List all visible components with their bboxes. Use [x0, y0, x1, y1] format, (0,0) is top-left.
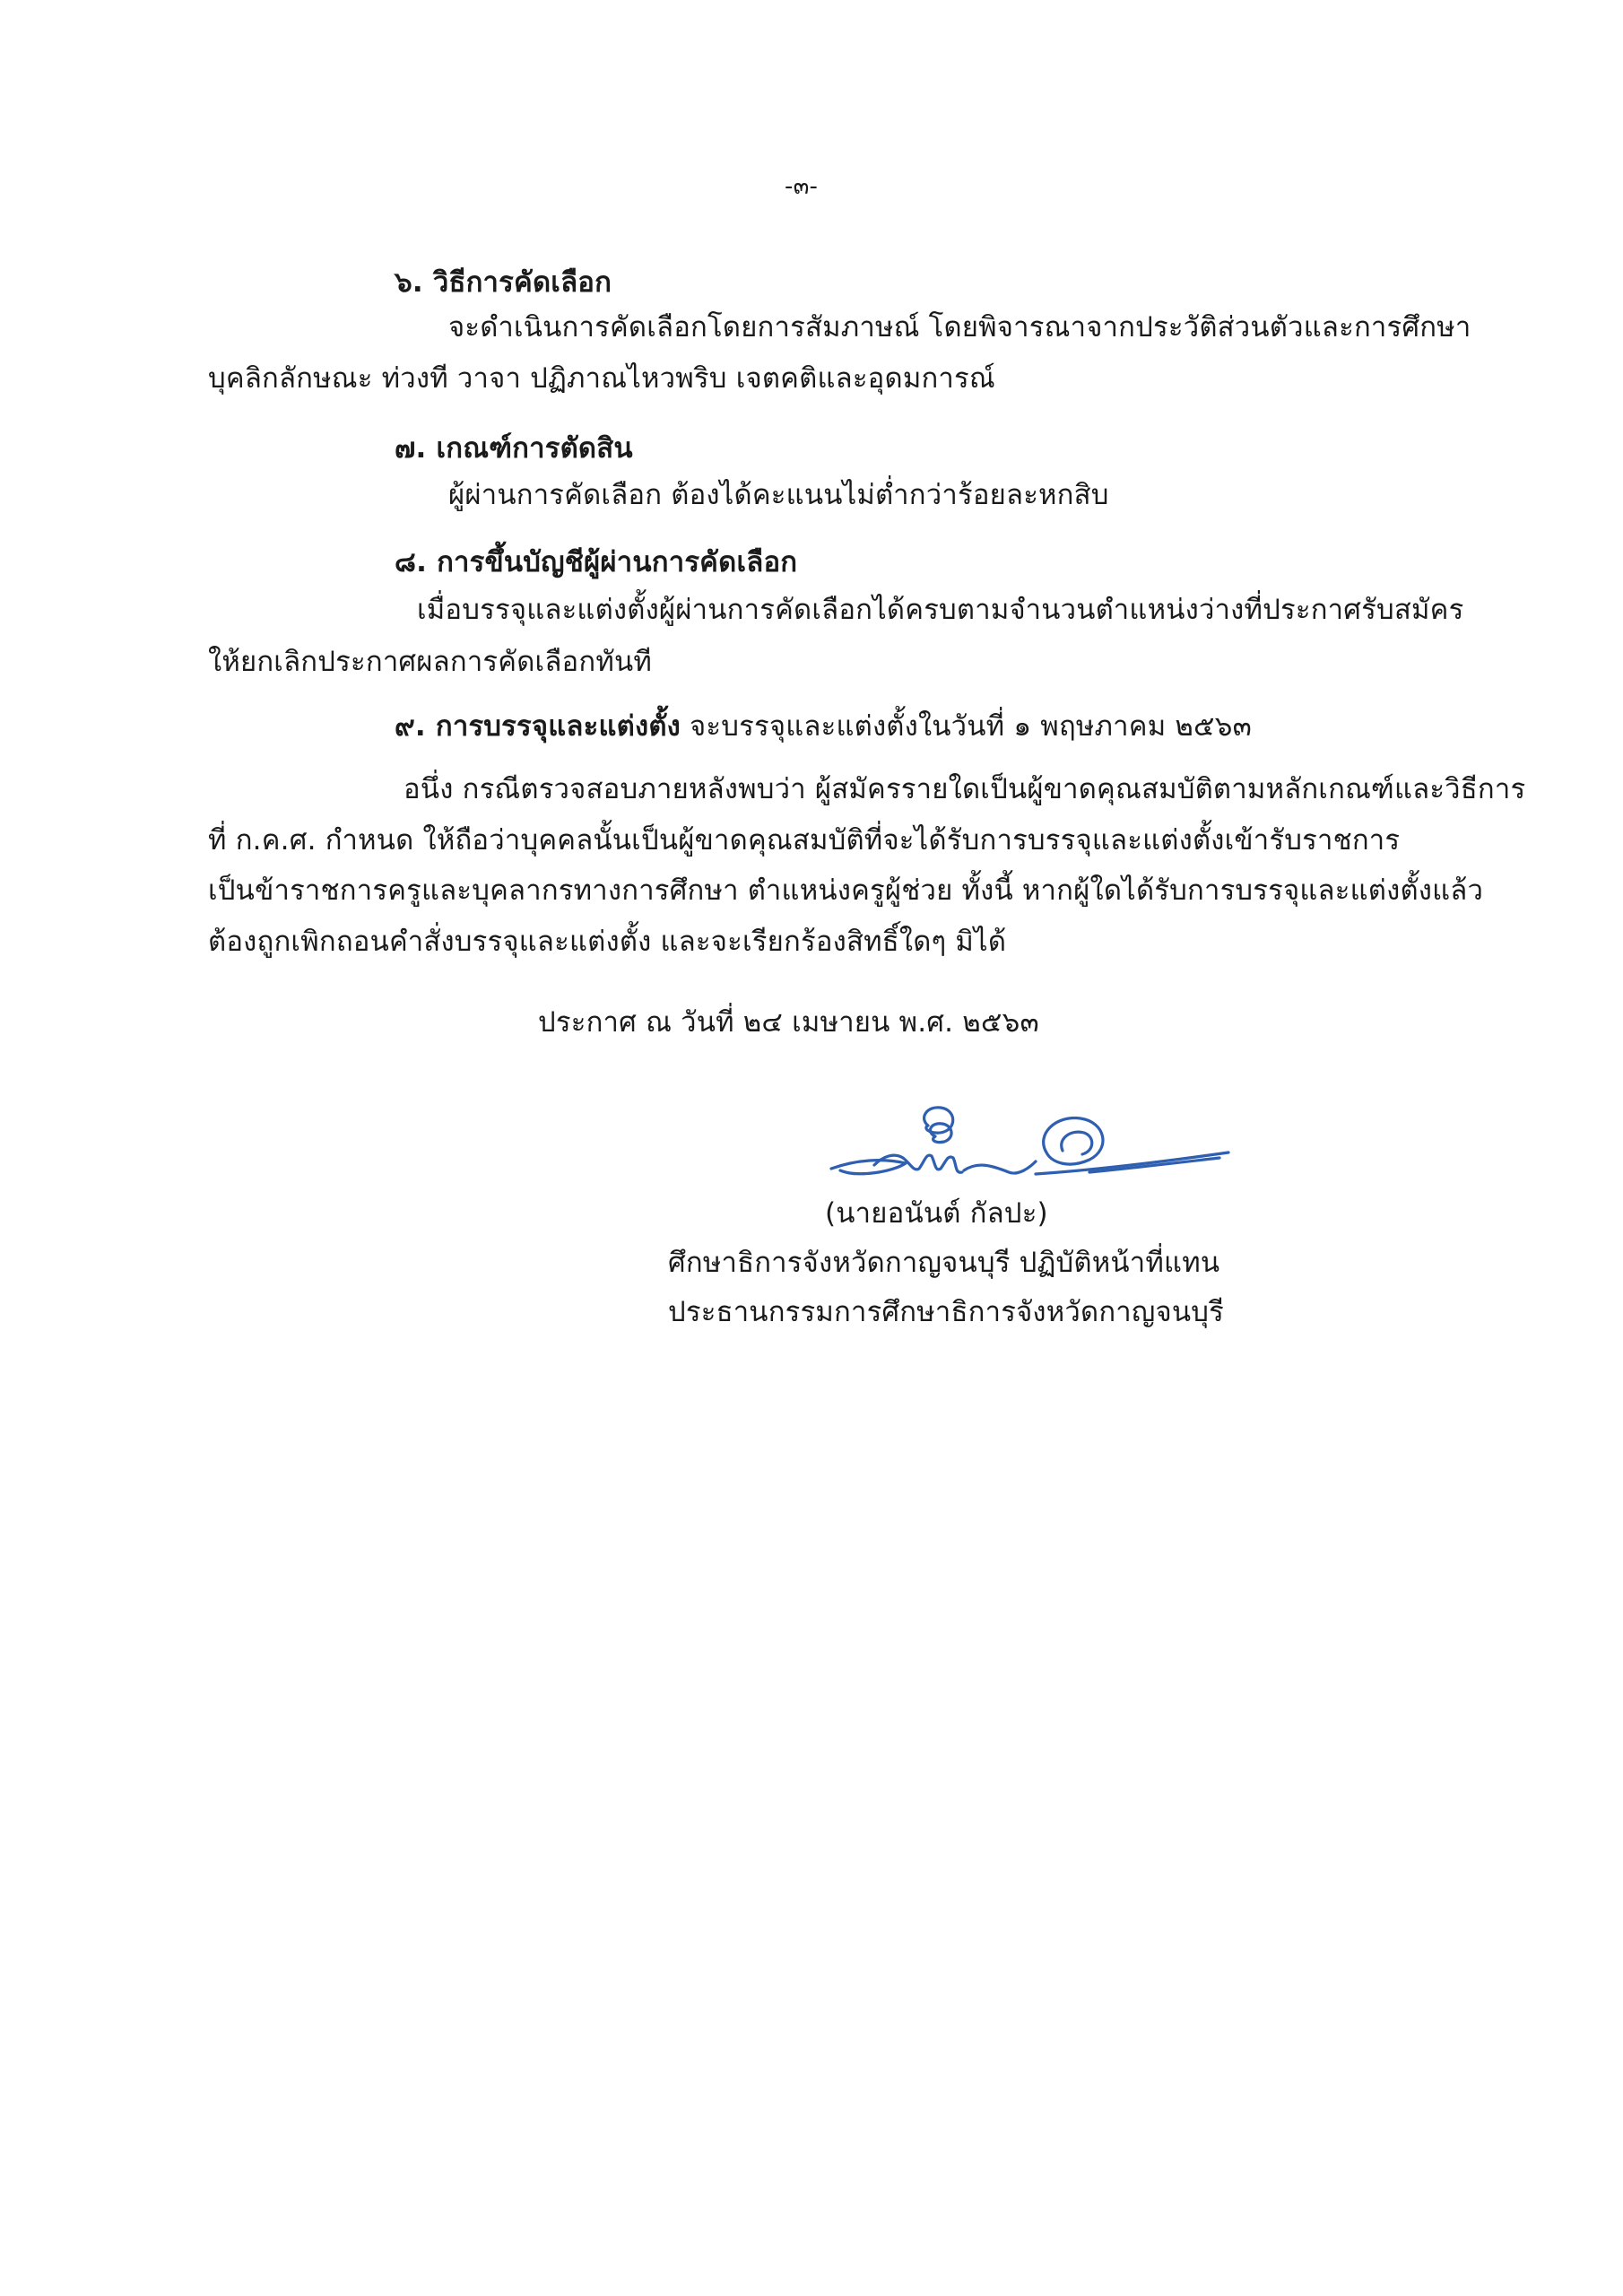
page-number: -๓-: [785, 173, 819, 200]
section-7-heading: ๗. เกณฑ์การตัดสิน: [395, 432, 633, 465]
note-line-3: เป็นข้าราชการครูและบุคลากรทางการศึกษา ตำแหน่งครูผู้ช่วย ทั้งนี้ หากผู้ใดได้รับการบรรจุและแต่งตั้งแล้ว: [208, 874, 1484, 907]
section-8-body-line-2: ให้ยกเลิกประกาศผลการคัดเลือกทันที: [208, 646, 652, 678]
signatory-title-line-1: ศึกษาธิการจังหวัดกาญจนบุรี ปฏิบัติหน้าที่แทน: [668, 1247, 1220, 1279]
signature-stroke: [1044, 1118, 1103, 1165]
signature-stroke: [1062, 1132, 1092, 1154]
section-9-text: จะบรรจุและแต่งตั้งในวันที่ ๑ พฤษภาคม ๒๕๖๓: [681, 710, 1252, 743]
section-8-body-line-1: เมื่อบรรจุและแต่งตั้งผู้ผ่านการคัดเลือกได้ครบตามจำนวนตำแหน่งว่างที่ประกาศรับสมัคร: [417, 594, 1464, 626]
section-9: [395, 709, 1252, 744]
signature-image: [820, 1099, 1242, 1197]
signature-stroke: [924, 1108, 953, 1133]
signatory-title-line-2: ประธานกรรมการศึกษาธิการจังหวัดกาญจนบุรี: [668, 1296, 1225, 1328]
note-line-2: ที่ ก.ค.ศ. กำหนด ให้ถือว่าบุคคลนั้นเป็นผู้ขาดคุณสมบัติที่จะได้รับการบรรจุและแต่งตั้งเข้ารับราชการ: [208, 824, 1401, 857]
section-9-heading: ๙. การบรรจุและแต่งตั้ง: [395, 710, 681, 743]
signature-stroke: [964, 1161, 1036, 1173]
note-line-4: ต้องถูกเพิกถอนคำสั่งบรรจุและแต่งตั้ง และจะเรียกร้องสิทธิ์ใดๆ มิได้: [208, 926, 1007, 958]
section-8-heading: ๘. การขึ้นบัญชีผู้ผ่านการคัดเลือก: [395, 546, 798, 578]
section-7-body-line-1: ผู้ผ่านการคัดเลือก ต้องได้คะแนนไม่ต่ำกว่าร้อยละหกสิบ: [448, 479, 1109, 511]
signature-stroke: [831, 1161, 906, 1174]
section-6-heading: ๖. วิธีการคัดเลือก: [395, 266, 612, 299]
signatory-name: (นายอนันต์ กัลปะ): [825, 1197, 1048, 1230]
note-line-1: อนึ่ง กรณีตรวจสอบภายหลังพบว่า ผู้สมัครรายใดเป็นผู้ขาดคุณสมบัติตามหลักเกณฑ์และวิธีการ: [404, 773, 1526, 805]
section-6-body-line-2: บุคลิกลักษณะ ท่วงที วาจา ปฏิภาณไหวพริบ เจตคติและอุดมการณ์: [208, 362, 995, 395]
announcement-date: ประกาศ ณ วันที่ ๒๔ เมษายน พ.ศ. ๒๕๖๓: [538, 1006, 1039, 1039]
section-6-body-line-1: จะดำเนินการคัดเลือกโดยการสัมภาษณ์ โดยพิจารณาจากประวัติส่วนตัวและการศึกษา: [448, 311, 1471, 344]
signature-stroke: [1089, 1158, 1219, 1172]
